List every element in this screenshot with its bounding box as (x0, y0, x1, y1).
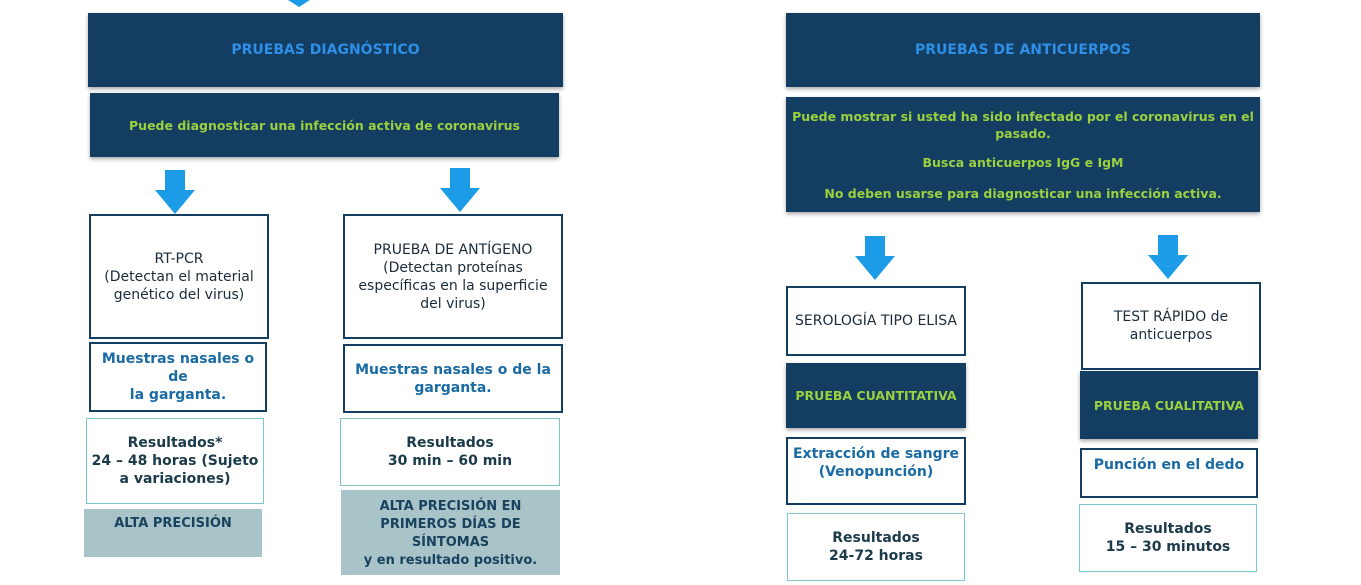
antigen-precision-line: PRIMEROS DÍAS DE SÍNTOMAS (380, 517, 521, 550)
rt-pcr-box (89, 214, 269, 339)
down-arrow-icon (440, 168, 480, 212)
rt-pcr-line: RT-PCR (154, 250, 204, 267)
diagnostic-description-box (90, 93, 559, 157)
elisa-sample-line: Extracción de sangre (792, 446, 960, 462)
elisa-box (786, 286, 966, 356)
pcr-precision-box (84, 509, 262, 557)
rt-pcr-line: (Detectan el material (104, 268, 254, 285)
antigen-sample-box (343, 344, 563, 413)
rapid-sample: Punción en el dedo (1093, 457, 1245, 473)
pcr-results-line: Resultados* (127, 435, 223, 451)
elisa-sample-box (786, 437, 966, 505)
antigen-precision-line: y en resultado positivo. (363, 553, 538, 568)
antigen-line: específicas en la superficie (358, 277, 548, 294)
antibody-description-line: No deben usarse para diagnosticar una infección activa. (824, 185, 1222, 201)
antigen-precision-box (341, 490, 560, 575)
antigen-results-line: Resultados (406, 435, 494, 451)
elisa-name: SEROLOGÍA TIPO ELISA (795, 313, 957, 329)
antibody-title: PRUEBAS DE ANTICUERPOS (914, 42, 1132, 58)
antigen-results-box (340, 418, 560, 486)
diagnostic-title: PRUEBAS DIAGNÓSTICO (231, 42, 420, 58)
elisa-results-box (787, 513, 965, 581)
top-arrow-icon (288, 0, 310, 8)
rapid-test-box (1081, 282, 1261, 370)
diagnostic-description: Puede diagnosticar una infección activa de coronavirus (129, 117, 520, 133)
logo-icon (90, 0, 126, 6)
antigen-results-line: 30 min – 60 min (387, 453, 513, 469)
antibody-title-box (786, 13, 1260, 87)
elisa-results-line: Resultados (832, 530, 920, 546)
pcr-precision: ALTA PRECISIÓN (114, 516, 232, 531)
rapid-results-line: Resultados (1124, 521, 1212, 537)
pcr-sample-line: la garganta. (129, 387, 227, 403)
down-arrow-icon (855, 236, 895, 280)
antibody-description-line: pasado. (995, 125, 1051, 141)
antigen-line: (Detectan proteínas (383, 259, 523, 276)
elisa-type-box (786, 363, 966, 428)
elisa-type: PRUEBA CUANTITATIVA (795, 388, 957, 403)
antibody-description-line: Puede mostrar si usted ha sido infectado por el coronavirus en el (792, 108, 1254, 124)
pcr-results-line: a variaciones) (119, 471, 231, 487)
rt-pcr-line: genético del virus) (113, 286, 245, 303)
antigen-line: del virus) (420, 295, 486, 312)
rapid-type: PRUEBA CUALITATIVA (1093, 397, 1245, 413)
antigen-box (343, 214, 563, 339)
pcr-sample-box (89, 342, 267, 412)
antigen-sample-line: Muestras nasales o de la (355, 361, 551, 378)
down-arrow-icon (155, 170, 195, 214)
antigen-line: PRUEBA DE ANTÍGENO (373, 241, 533, 258)
rapid-sample-box (1080, 448, 1258, 498)
rapid-results-line: 15 – 30 minutos (1105, 539, 1231, 555)
antibody-description-line: Busca anticuerpos IgG e IgM (922, 154, 1124, 170)
diagnostic-title-box (88, 13, 563, 87)
rapid-test-line: TEST RÁPIDO de (1113, 309, 1229, 325)
down-arrow-icon (1148, 235, 1188, 279)
rapid-test-line: anticuerpos (1129, 327, 1213, 343)
rapid-type-box (1080, 371, 1258, 439)
rapid-results-box (1079, 504, 1257, 572)
antigen-sample-line: garganta. (414, 379, 492, 396)
elisa-sample-line: (Venopunción) (818, 464, 934, 480)
pcr-results-box (86, 418, 264, 504)
antibody-description-box (786, 97, 1260, 212)
elisa-results-line: 24-72 horas (829, 548, 923, 564)
antigen-precision-line: ALTA PRECISIÓN EN (379, 499, 522, 514)
pcr-results-line: 24 – 48 horas (Sujeto (91, 453, 259, 469)
pcr-sample-line: Muestras nasales o de (101, 351, 255, 385)
